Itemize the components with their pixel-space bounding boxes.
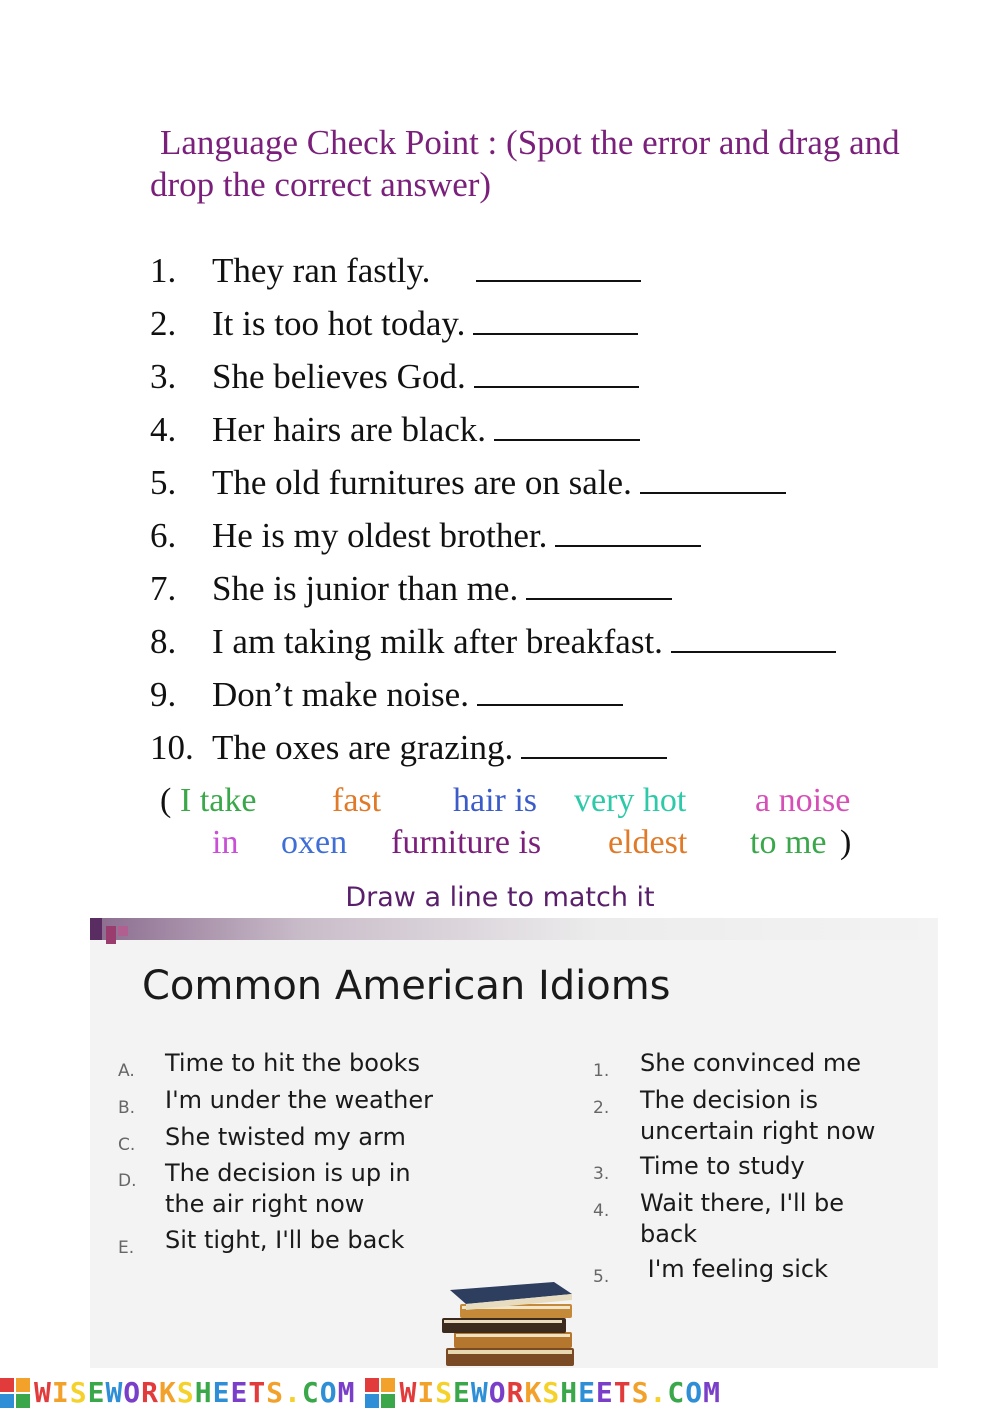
item-number: 6. [150,516,177,555]
footer-watermark [0,1372,1000,1413]
wiseworksheets-logo-icon [365,1378,395,1408]
slide-header-bar [90,918,938,940]
answer-blank[interactable] [474,356,639,388]
word-tile[interactable]: I take [180,782,257,819]
list-item [150,566,950,619]
sentence-list [150,248,950,778]
answer-blank[interactable] [476,250,641,282]
word-bank-close-paren: ) [840,824,852,861]
answer-blank[interactable] [555,515,701,547]
list-item [150,248,950,301]
answer-blank[interactable] [494,409,640,441]
slide-decoration [118,926,128,936]
item-text: He is my oldest brother. [212,516,548,555]
item-text: Her hairs are black. [212,410,487,449]
word-tile[interactable]: furniture is [391,824,542,861]
item-number: 1. [150,251,177,290]
answer-blank[interactable] [473,303,638,335]
idioms-left-column: A. Time to hit the books B. I'm under the weather C. She twisted my arm D. The decision is up in the air right now E. Sit tight, I'll be back [118,1049,433,1258]
item-text: The oxes are grazing. [212,728,514,767]
list-item [150,407,950,460]
watermark-unit [365,1376,720,1409]
slide-title: Common American Idioms [142,963,671,1009]
list-item [150,460,950,513]
item-text: They ran fastly. [212,251,431,290]
item-number: 8. [150,622,177,661]
item-text: The old furnitures are on sale. [212,463,632,502]
word-bank-open-paren: ( [160,782,172,819]
word-tile[interactable]: to me [750,824,827,861]
list-item [150,672,950,725]
answer-blank[interactable] [671,621,836,653]
slide-decoration [90,918,102,940]
watermark-unit [0,1376,355,1409]
word-tile[interactable]: very hot [574,782,687,819]
word-tile[interactable]: hair is [453,782,538,819]
answer-blank[interactable] [526,568,672,600]
book-stack-icon [436,1280,586,1368]
word-tile[interactable]: in [212,824,239,861]
worksheet-title: Language Check Point : (Spot the error and drag and drop the correct answer) [150,123,900,204]
answer-blank[interactable] [477,674,623,706]
word-tile[interactable]: fast [332,782,382,819]
idioms-slide [90,918,938,1368]
word-tile[interactable]: oxen [281,824,348,861]
idioms-right-column: 1. She convinced me 2. The decision is uncertain right now 3. Time to study 4. Wait there, I'll be back 5. I'm feeling sick [593,1049,876,1287]
match-instruction: Draw a line to match it [345,882,655,913]
slide-decoration [106,926,116,944]
item-number: 9. [150,675,177,714]
item-number: 2. [150,304,177,343]
wiseworksheets-logo-icon [0,1378,30,1408]
item-text: She believes God. [212,357,466,396]
list-item [150,619,950,672]
item-number: 7. [150,569,177,608]
item-number: 10. [150,728,194,767]
item-text: I am taking milk after breakfast. [212,622,663,661]
item-number: 5. [150,463,177,502]
item-text: It is too hot today. [212,304,466,343]
item-number: 4. [150,410,177,449]
item-text: Don’t make noise. [212,675,469,714]
word-tile[interactable]: eldest [608,824,688,861]
item-number: 3. [150,357,177,396]
list-item [150,301,950,354]
word-tile[interactable]: a noise [755,782,851,819]
list-item [150,513,950,566]
item-text: She is junior than me. [212,569,519,608]
list-item [150,725,950,778]
answer-blank[interactable] [521,727,667,759]
watermark-text: WISEWORKSHEETS.COM [399,1376,721,1409]
watermark-text: WISEWORKSHEETS.COM [34,1376,356,1409]
answer-blank[interactable] [640,462,786,494]
list-item [150,354,950,407]
